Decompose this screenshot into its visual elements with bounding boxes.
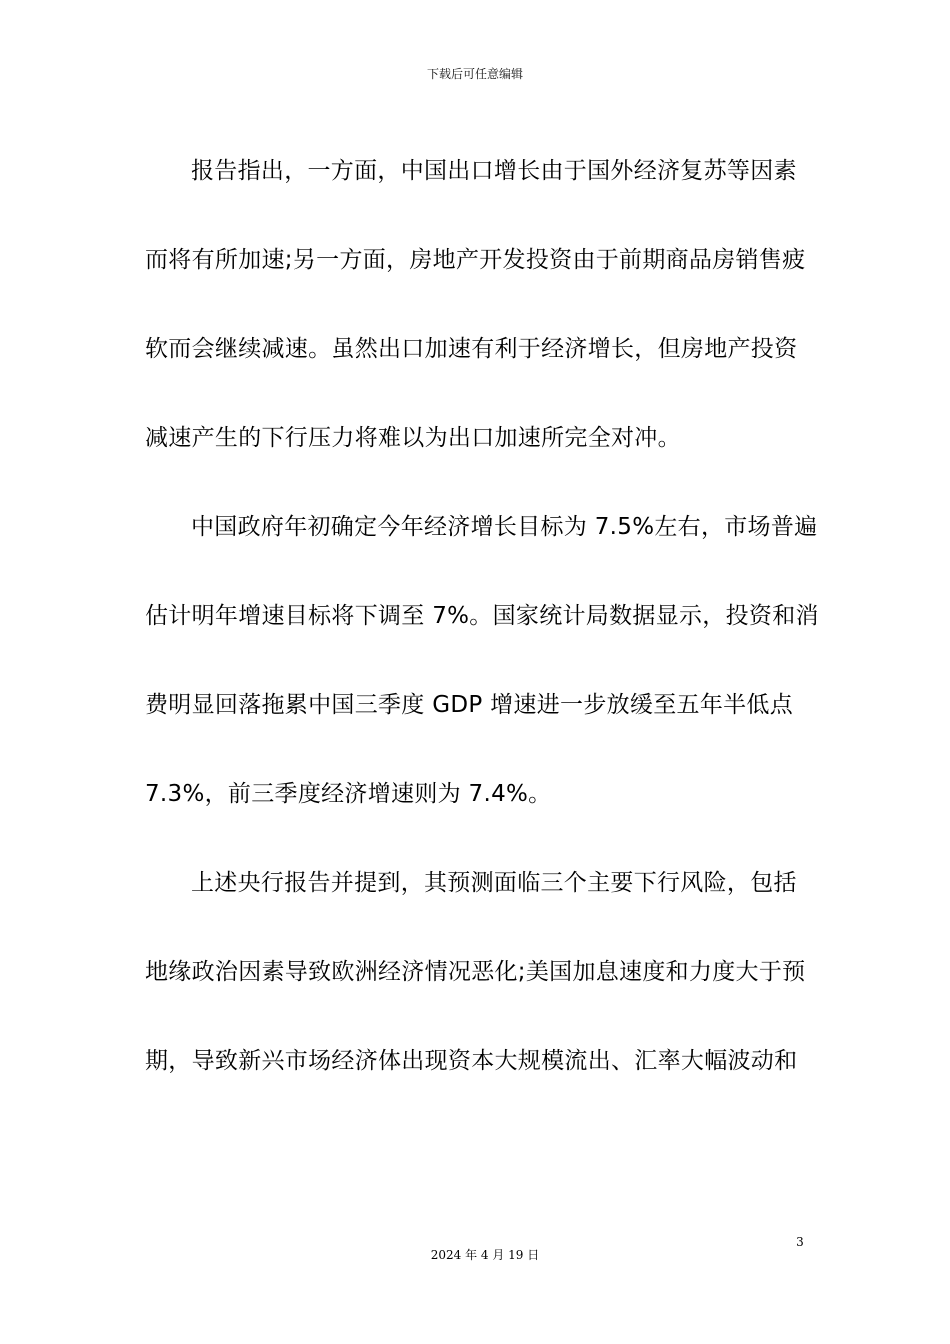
paragraph-line: 7.3%，前三季度经济增速则为 7.4%。 [145, 781, 552, 807]
paragraph-line: 软而会继续减速。虽然出口加速有利于经济增长，但房地产投资 [145, 336, 798, 362]
paragraph-line: 减速产生的下行压力将难以为出口加速所完全对冲。 [145, 425, 681, 451]
paragraph-line: 报告指出，一方面，中国出口增长由于国外经济复苏等因素 [191, 158, 797, 184]
paragraph-line: 费明显回落拖累中国三季度 GDP 增速进一步放缓至五年半低点 [145, 692, 794, 718]
paragraph-line: 中国政府年初确定今年经济增长目标为 7.5%左右，市场普遍 [191, 514, 818, 540]
paragraph-line: 而将有所加速;另一方面，房地产开发投资由于前期商品房销售疲 [145, 247, 806, 273]
page-number: 3 [796, 1235, 804, 1249]
paragraph-line: 上述央行报告并提到，其预测面临三个主要下行风险，包括 [191, 870, 797, 896]
page-footer-date: 2024 年 4 月 19 日 [430, 1248, 540, 1262]
page-header: 下载后可任意编辑 [426, 67, 523, 81]
paragraph-line: 地缘政治因素导致欧洲经济情况恶化;美国加息速度和力度大于预 [145, 959, 806, 985]
paragraph-line: 估计明年增速目标将下调至 7%。国家统计局数据显示，投资和消 [145, 603, 819, 629]
paragraph-line: 期，导致新兴市场经济体出现资本大规模流出、汇率大幅波动和 [145, 1048, 798, 1074]
body-text [145, 127, 819, 1106]
